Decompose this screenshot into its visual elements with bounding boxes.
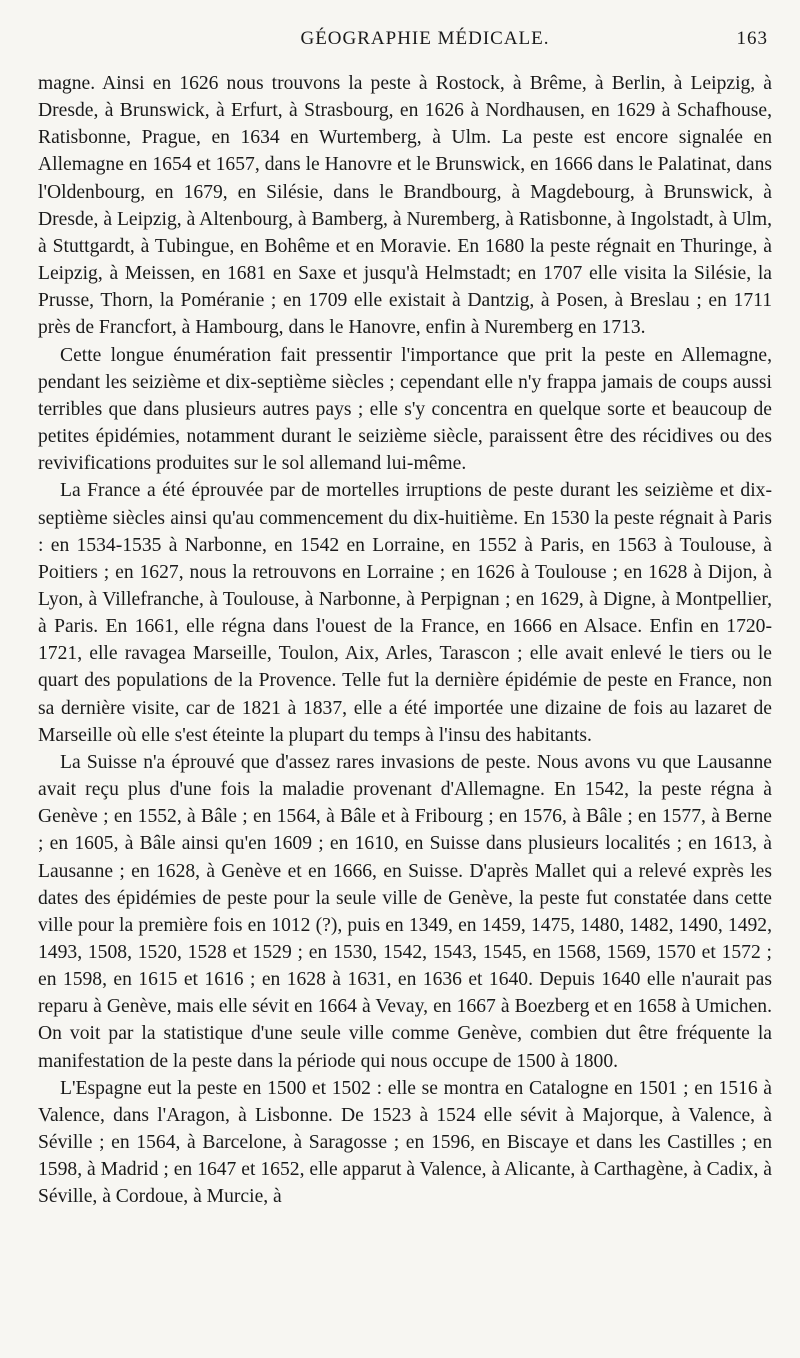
paragraph-spain: L'Espagne eut la peste en 1500 et 1502 : elle se montra en Catalogne en 1501 ; en 1516 à Valence, dans l'Aragon, à Lisbonne. De 1523 à 1524 elle sévit à Majorque, à Valence, à Séville ; en 1564, à Barcelone, à Saragosse ; en 1596, en Biscaye et dans les Castilles ; en 1598, à Madrid ; en 1647 et 1652, elle apparut à Valence, à Alicante, à Carthagène, à Cadix, à Séville, à Cordoue, à Murcie, à: [38, 1077, 772, 1208]
book-page: [38, 22, 772, 1211]
body-text: [38, 70, 772, 1211]
page-number: 163: [736, 28, 768, 49]
running-title: GÉOGRAPHIE MÉDICALE.: [300, 28, 550, 49]
paragraph-germany-plague-list: magne. Ainsi en 1626 nous trouvons la peste à Rostock, à Brême, à Berlin, à Leipzig, à Dresde, à Brunswick, à Erfurt, à Strasbourg, en 1626 à Nordhausen, en 1629 à Schafhouse, Ratisbonne, Prague, en 1634 en Wurtemberg, à Ulm. La peste est encore signalée en Allemagne en 1654 et 1657, dans le Hanovre et le Brunswick, en 1666 dans le Palatinat, dans l'Oldenbourg, en 1679, en Silésie, dans le Brandbourg, à Magdebourg, à Brunswick, à Dresde, à Leipzig, à Altenbourg, à Bamberg, à Nuremberg, à Ratisbonne, à Ingolstadt, à Ulm, à Stuttgardt, à Tubingue, en Bohême et en Moravie. En 1680 la peste régnait en Thuringe, à Leipzig, à Meissen, en 1681 en Saxe et jusqu'à Helmstadt; en 1707 elle visita la Silésie, la Prusse, Thorn, la Poméranie ; en 1709 elle existait à Dantzig, à Posen, à Breslau ; en 1711 près de Francfort, à Hambourg, dans le Hanovre, enfin à Nuremberg en 1713.: [38, 73, 772, 339]
paragraph-germany-summary: Cette longue énumération fait pressentir l'importance que prit la peste en Allemagne, pendant les seizième et dix-septième siècles ; cependant elle n'y frappa jamais de coups aussi terribles que dans plusieurs autres pays ; elle s'y concentra en quelque sorte et beaucoup de petites épidémies, notamment durant le seizième siècle, paraissent être des récidives ou des revivifications produites sur le sol allemand lui-même.: [38, 344, 772, 475]
page-header: [38, 22, 772, 58]
paragraph-switzerland: La Suisse n'a éprouvé que d'assez rares invasions de peste. Nous avons vu que Lausanne avait reçu plus d'une fois la maladie provenant d'Allemagne. En 1542, la peste régna à Genève ; en 1552, à Bâle ; en 1564, à Bâle et à Fribourg ; en 1576, à Bâle ; en 1577, à Berne ; en 1605, à Bâle ainsi qu'en 1609 ; en 1610, en Suisse dans plusieurs localités ; en 1613, à Lausanne ; en 1628, à Genève et en 1666, en Suisse. D'après Mallet qui a relevé exprès les dates des épidémies de peste pour la seule ville de Genève, la peste fut constatée dans cette ville pour la première fois en 1012 (?), puis en 1349, en 1459, 1475, 1480, 1482, 1490, 1492, 1493, 1508, 1520, 1528 et 1529 ; en 1530, 1542, 1543, 1545, en 1568, 1569, 1570 et 1572 ; en 1598, en 1615 et 1616 ; en 1628 à 1631, en 1636 et 1640. Depuis 1640 elle n'aurait pas reparu à Genève, mais elle sévit en 1664 à Vevay, en 1667 à Boezberg et en 1658 à Umichen. On voit par la statistique d'une seule ville comme Genève, combien dut être fréquente la manifestation de la peste dans la période qui nous occupe de 1500 à 1800.: [38, 751, 772, 1072]
paragraph-france: La France a été éprouvée par de mortelles irruptions de peste durant les seizième et dix-septième siècles ainsi qu'au commencement du dix-huitième. En 1530 la peste régnait à Paris : en 1534-1535 à Narbonne, en 1542 en Lorraine, en 1552 à Paris, en 1563 à Toulouse, à Poitiers ; en 1627, nous la retrouvons en Lorraine ; en 1626 à Toulouse ; en 1628 à Dijon, à Lyon, à Villefranche, à Toulouse, à Narbonne, à Perpignan ; en 1629, à Digne, à Montpellier, à Paris. En 1661, elle régna dans l'ouest de la France, en 1666 en Alsace. Enfin en 1720-1721, elle ravagea Marseille, Toulon, Aix, Arles, Tarascon ; elle avait enlevé le tiers ou le quart des populations de la Provence. Telle fut la dernière épidémie de peste en France, non sa dernière visite, car de 1821 à 1837, elle a été importée une dizaine de fois au lazaret de Marseille où elle s'est éteinte la plupart du temps à l'insu des habitants.: [38, 480, 772, 746]
